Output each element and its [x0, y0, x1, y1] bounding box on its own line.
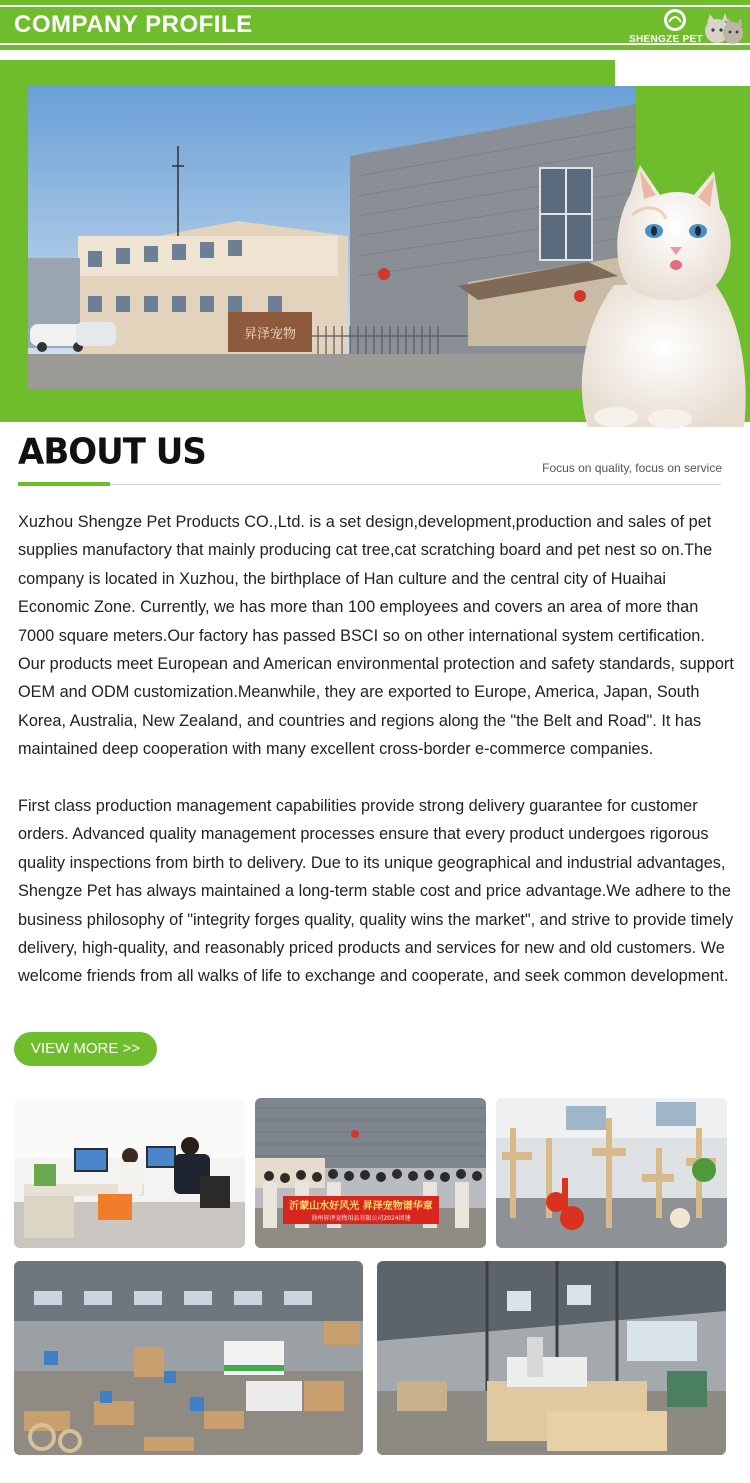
section-divider-accent: [18, 482, 110, 486]
about-slogan: Focus on quality, focus on service: [542, 461, 722, 475]
header-bar: [0, 0, 750, 50]
workshop-photo: [14, 1261, 363, 1455]
view-more-button[interactable]: VIEW MORE >>: [14, 1032, 157, 1066]
brand-name: SHENGZE PET: [629, 34, 703, 45]
showroom-photo: [496, 1098, 727, 1248]
section-divider: [18, 484, 721, 485]
office-photo: [14, 1098, 245, 1248]
team-banner-subtext: 徐州昇泽宠物用品有限公司2024团建: [311, 1215, 411, 1222]
brand-logo: [629, 5, 744, 47]
page-title: COMPANY PROFILE: [14, 11, 253, 38]
about-paragraph-1: Xuzhou Shengze Pet Products CO.,Ltd. is a set design,development,production and sales of pet supplies manufactory that mainly producing cat tree,cat scratching board and pet nest so on.The company is located in Xuzhou, the birthplace of Han culture and the central city of Huaihai Economic Zone. Currently, we has more than 100 employees and covers an area of more than 7000 square meters.Our factory has passed BSCI so on other international system certification. Our products meet European and American environmental protection and safety standards, support OEM and ODM customization.Meanwhile, they are exported to Europe, America, Japan, South Korea, Australia, New Zealand, and countries and regions along the "the Belt and Road". It has maintained deep cooperation with many excellent cross-border e-commerce companies.: [18, 513, 734, 759]
factory-building-photo: [28, 86, 636, 389]
factory-sign-text: 昇泽宠物: [243, 327, 297, 342]
team-banner-text: 沂蒙山水好风光 昇泽宠物谱华章: [289, 1201, 433, 1212]
about-paragraph-2: First class production management capabilities provide strong delivery guarantee for customer orders. Advanced quality management processes ensure that every product undergoes rigorous quality inspections from birth to delivery. Due to its unique geographical and industrial advantages, Shengze Pet has always maintained a long-term stable cost and price advantage.We adhere to the business philosophy of "integrity forges quality, quality wins the market", and strive to provide timely delivery, high-quality, and reasonably priced products and services for new and old customers. We welcome friends from all walks of life to exchange and cooperate, and seek common development.: [18, 797, 734, 986]
white-cat-photo: [574, 165, 750, 429]
about-us-heading: ABOUT US: [18, 431, 206, 473]
cnc-workshop-photo: [377, 1261, 726, 1455]
team-photo: [255, 1098, 486, 1248]
